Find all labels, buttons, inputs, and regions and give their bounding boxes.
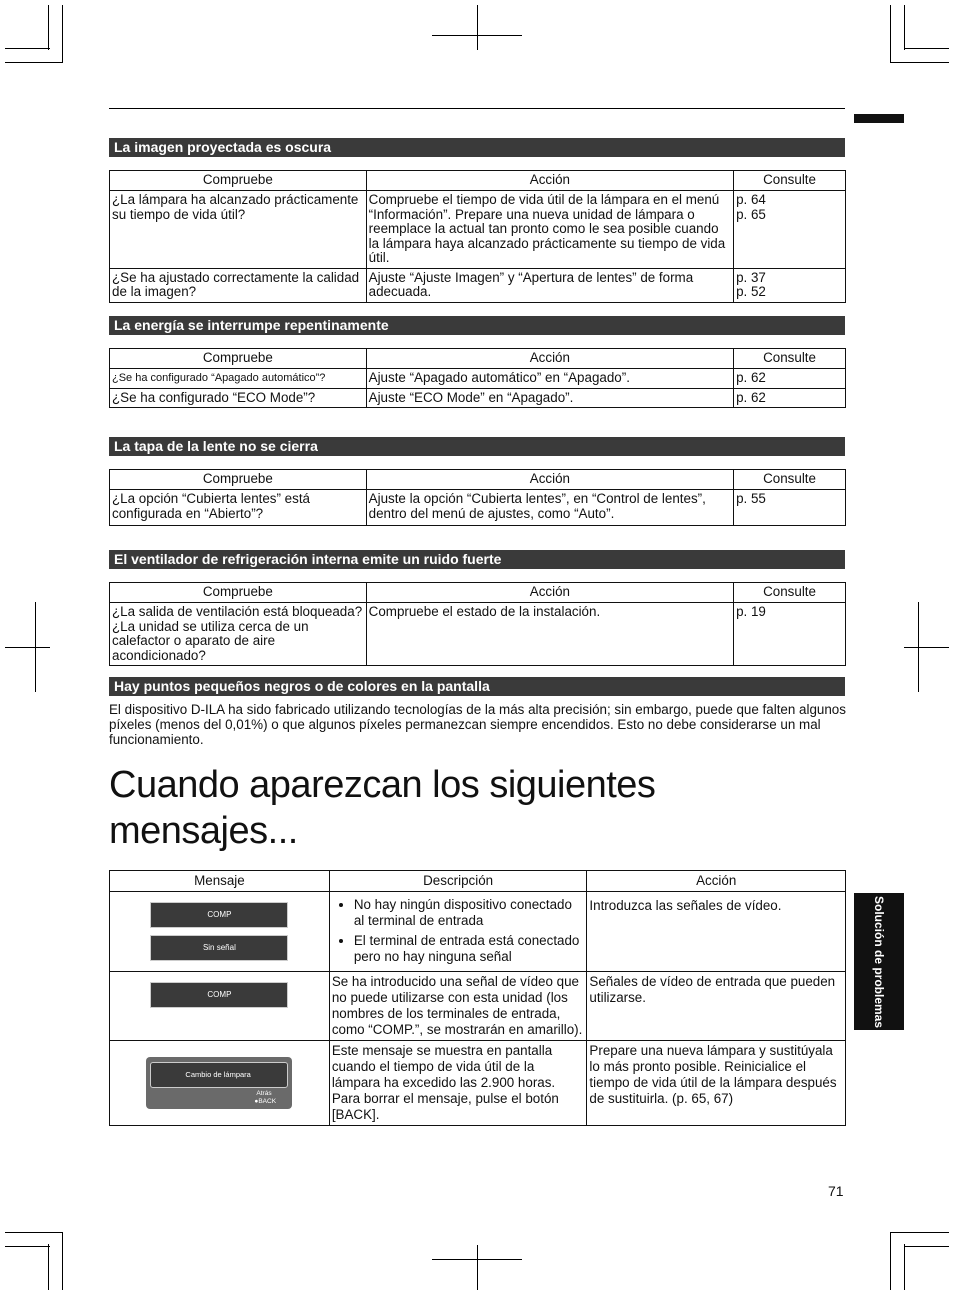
osd-input-label: COMP <box>150 902 288 928</box>
col-header-check: Compruebe <box>110 349 367 369</box>
table-header-row <box>110 470 846 490</box>
section-title-dark-image: La imagen proyectada es oscura <box>109 138 845 157</box>
section-title-pixels: Hay puntos pequeños negros o de colores en la pantalla <box>109 677 845 696</box>
action-cell: Ajuste “ECO Mode” en “Apagado”. <box>366 388 733 408</box>
page-ref: p. 64 <box>736 192 766 207</box>
col-header-message: Mensaje <box>110 871 330 892</box>
section-title-lens-cap: La tapa de la lente no se cierra <box>109 437 845 456</box>
check-cell: ¿Se ha ajustado correctamente la calidad de la imagen? <box>110 268 367 302</box>
col-header-action: Acción <box>366 470 733 490</box>
col-header-check: Compruebe <box>110 470 367 490</box>
table-row <box>110 490 846 526</box>
check-cell: ¿La opción “Cubierta lentes” está configurada en “Abierto”? <box>110 490 367 526</box>
col-header-action: Acción <box>587 871 846 892</box>
ref-cell <box>734 191 846 269</box>
table-messages <box>109 870 846 1126</box>
col-header-action: Acción <box>366 583 733 603</box>
action-cell: Introduzca las señales de vídeo. <box>587 892 846 972</box>
osd-lamp-message: Cambio de lámpara <box>150 1062 288 1088</box>
col-header-check: Compruebe <box>110 583 367 603</box>
section-title-fan-noise: El ventilador de refrigeración interna emite un ruido fuerte <box>109 550 845 569</box>
table-row <box>110 388 846 408</box>
action-cell: Compruebe el estado de la instalación. <box>366 603 733 666</box>
col-header-description: Descripción <box>329 871 587 892</box>
page-number: 71 <box>828 1183 844 1199</box>
ref-cell: p. 19 <box>734 603 846 666</box>
section-title-power: La energía se interrumpe repentinamente <box>109 316 845 335</box>
action-cell: Señales de vídeo de entrada que pueden utilizarse. <box>587 972 846 1041</box>
osd-lamp-window <box>146 1057 292 1109</box>
table-row <box>110 603 846 666</box>
action-cell: Compruebe el tiempo de vida útil de la lámpara en el menú “Información”. Prepare una nueva unidad de lámpara o reemplace la actual tan pronto como le sea posible cuando la lámpara haya alcanzado prácticamente su tiempo de vida útil. <box>366 191 733 269</box>
thumb-tab-marker <box>854 114 904 123</box>
action-cell: Ajuste “Apagado automático” en “Apagado”. <box>366 369 733 389</box>
action-cell: Ajuste la opción “Cubierta lentes”, en “Control de lentes”, dentro del menú de ajustes, como “Auto”. <box>366 490 733 526</box>
back-button-icon: ● <box>254 1098 259 1105</box>
header-rule <box>109 108 845 109</box>
table-row <box>110 1041 846 1126</box>
table-header-row <box>110 171 846 191</box>
description-list <box>332 897 585 965</box>
check-cell: ¿La lámpara ha alcanzado prácticamente su tiempo de vida útil? <box>110 191 367 269</box>
table-row <box>110 268 846 302</box>
col-header-action: Acción <box>366 171 733 191</box>
description-cell <box>329 892 587 972</box>
check-cell: ¿Se ha configurado “ECO Mode”? <box>110 388 367 408</box>
table-fan-noise <box>109 582 846 666</box>
page-ref: p. 52 <box>736 284 766 299</box>
table-row <box>110 191 846 269</box>
ref-cell <box>734 268 846 302</box>
list-item: • El terminal de entrada está conectado pero no hay ninguna señal <box>354 933 585 965</box>
table-header-row <box>110 583 846 603</box>
check-item: ¿La unidad se utiliza cerca de un calefactor o aparato de aire acondicionado? <box>112 618 309 663</box>
side-tab-label: Solución de problemas <box>872 895 886 1028</box>
description-cell: Se ha introducido una señal de vídeo que no puede utilizarse con esta unidad (los nombres de los terminales de entrada, como “COMP.”, se mostrarán en amarillo). <box>329 972 587 1041</box>
table-dark-image <box>109 170 846 303</box>
osd-no-signal-label: Sin señal <box>150 935 288 961</box>
table-row <box>110 972 846 1041</box>
message-cell <box>110 1041 330 1126</box>
osd-back-hint: Atrás ●BACK <box>254 1090 277 1105</box>
ref-cell: p. 62 <box>734 388 846 408</box>
table-row <box>110 892 846 972</box>
ref-cell: p. 62 <box>734 369 846 389</box>
check-item: ¿La salida de ventilación está bloqueada? <box>112 604 363 619</box>
page-ref: p. 65 <box>736 206 766 222</box>
table-lens-cap <box>109 469 846 526</box>
table-power <box>109 348 846 408</box>
col-header-ref: Consulte <box>734 349 846 369</box>
message-cell <box>110 972 330 1041</box>
action-cell: Prepare una nueva lámpara y sustitúyala lo más pronto posible. Reinicialice el tiempo de vida útil de la lámpara después de sustituirla. (p. 65, 67) <box>587 1041 846 1126</box>
check-cell: ¿Se ha configurado “Apagado automático”? <box>110 369 367 389</box>
col-header-ref: Consulte <box>734 583 846 603</box>
ref-cell: p. 55 <box>734 490 846 526</box>
col-header-action: Acción <box>366 349 733 369</box>
col-header-ref: Consulte <box>734 171 846 191</box>
action-cell: Ajuste “Ajuste Imagen” y “Apertura de lentes” de forma adecuada. <box>366 268 733 302</box>
side-tab <box>854 893 904 1030</box>
check-cell <box>110 603 367 666</box>
list-item: • No hay ningún dispositivo conectado al terminal de entrada <box>354 897 585 929</box>
page-ref: p. 37 <box>736 269 766 285</box>
page-title: Cuando aparezcan los siguientes mensajes... <box>109 764 656 852</box>
osd-input-label: COMP <box>150 982 288 1008</box>
col-header-ref: Consulte <box>734 470 846 490</box>
message-cell <box>110 892 330 972</box>
table-header-row <box>110 871 846 892</box>
pixels-paragraph: El dispositivo D-ILA ha sido fabricado utilizando tecnologías de la más alta precisión; sin embargo, puede que falten algunos píxeles (menos del 0,01%) o que algunos píxeles permanezcan siempre encendidos. Esto no debe considerarse un mal funcionamiento. <box>109 702 846 747</box>
col-header-check: Compruebe <box>110 171 367 191</box>
table-header-row <box>110 349 846 369</box>
table-row <box>110 369 846 389</box>
description-cell: Este mensaje se muestra en pantalla cuando el tiempo de vida útil de la lámpara ha excedido las 2.900 horas. Para borrar el mensaje, pulse el botón [BACK]. <box>329 1041 587 1126</box>
